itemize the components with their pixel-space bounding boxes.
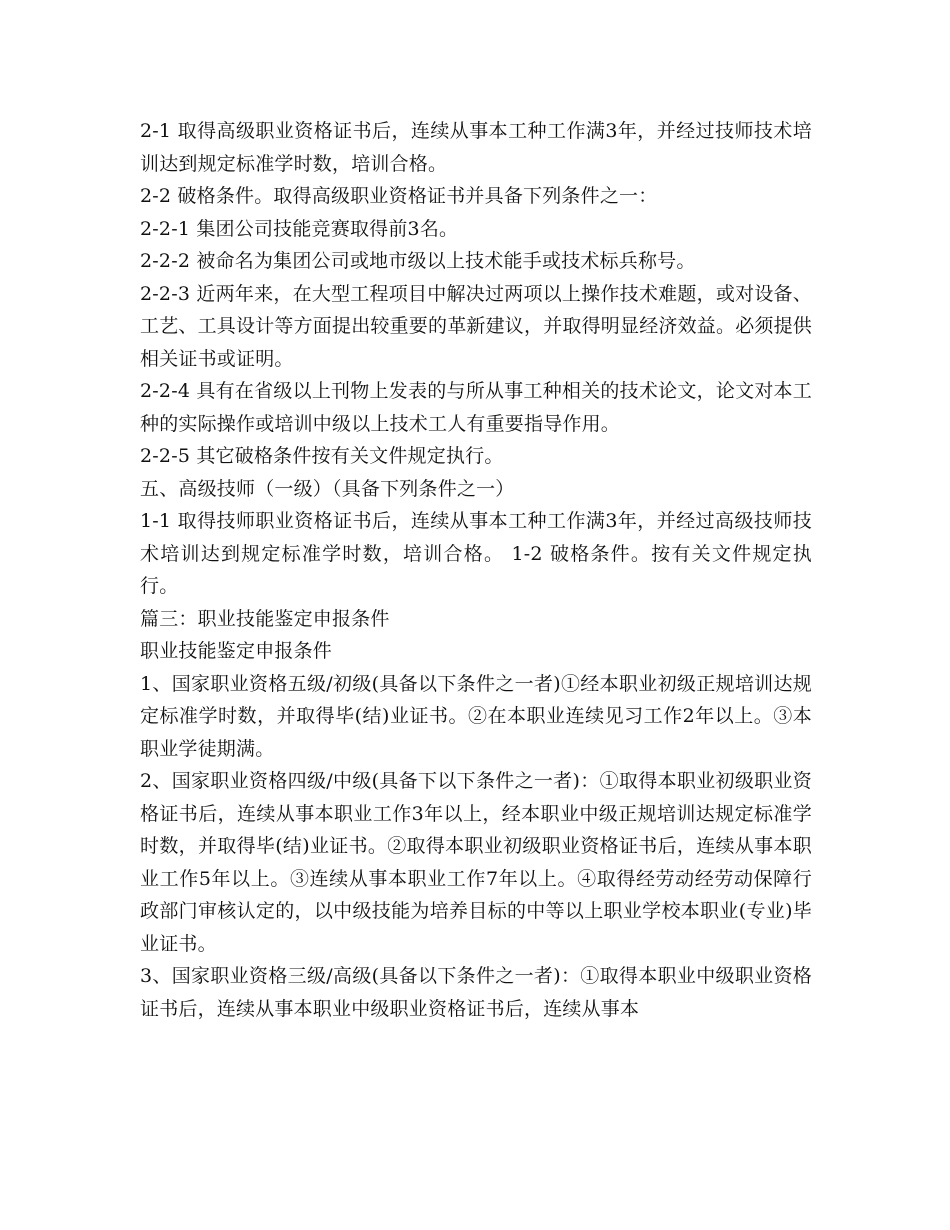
paragraph-2-2-4: 2-2-4 具有在省级以上刊物上发表的与所从事工种相关的技术论文，论文对本工种的实际操作或培训中级以上技术工人有重要指导作用。 (140, 380, 812, 435)
paragraph-2-2-3: 2-2-3 近两年来，在大型工程项目中解决过两项以上操作技术难题，或对设备、工艺、工具设计等方面提出较重要的革新建议，并取得明显经济效益。必须提供相关证书或证明。 (140, 282, 813, 370)
document-page (140, 115, 812, 1025)
paragraph-2-2-1: 2-2-1 集团公司技能竞赛取得前3名。 (140, 217, 459, 240)
section-heading-senior-technician: 五、高级技师（一级）（具备下列条件之一） (140, 477, 515, 500)
chapter-heading: 篇三：职业技能鉴定申报条件 (140, 607, 390, 630)
paragraph-level-3: 3、国家职业资格三级/高级(具备以下条件之一者)：①取得本职业中级职业资格证书后，连续从事本职业中级职业资格证书后，连续从事本 (140, 965, 812, 1020)
paragraph-2-1: 2-1 取得高级职业资格证书后，连续从事本工种工作满3年，并经过技师技术培训达到规定标准学时数，培训合格。 (140, 120, 812, 175)
section-title: 职业技能鉴定申报条件 (140, 640, 333, 662)
paragraph-level-5: 1、国家职业资格五级/初级(具备以下条件之一者)①经本职业初级正规培训达规定标准学时数，并取得毕(结)业证书。②在本职业连续见习工作2年以上。③本职业学徒期满。 (140, 672, 812, 760)
paragraph-1-1: 1-1 取得技师职业资格证书后，连续从事本工种工作满3年，并经过高级技师技术培训达到规定标准学时数，培训合格。 1-2 破格条件。按有关文件规定执行。 (140, 510, 812, 597)
paragraph-2-2-2: 2-2-2 被命名为集团公司或地市级以上技术能手或技术标兵称号。 (140, 250, 696, 272)
paragraph-2-2-5: 2-2-5 其它破格条件按有关文件规定执行。 (140, 445, 504, 467)
paragraph-level-4: 2、国家职业资格四级/中级(具备下以下条件之一者)：①取得本职业初级职业资格证书后，连续从事本职业工作3年以上，经本职业中级正规培训达规定标准学时数，并取得毕(结)业证书。②取得本职业初级职业资格证书后，连续从事本职业工作5年以上。③连续从事本职业工作7年以上。④取得经劳动经劳动保障行政部门审核认定的，以中级技能为培养目标的中等以上职业学校本职业(专业)毕业证书。 (140, 770, 812, 955)
paragraph-2-2: 2-2 破格条件。取得高级职业资格证书并具备下列条件之一： (140, 185, 658, 207)
